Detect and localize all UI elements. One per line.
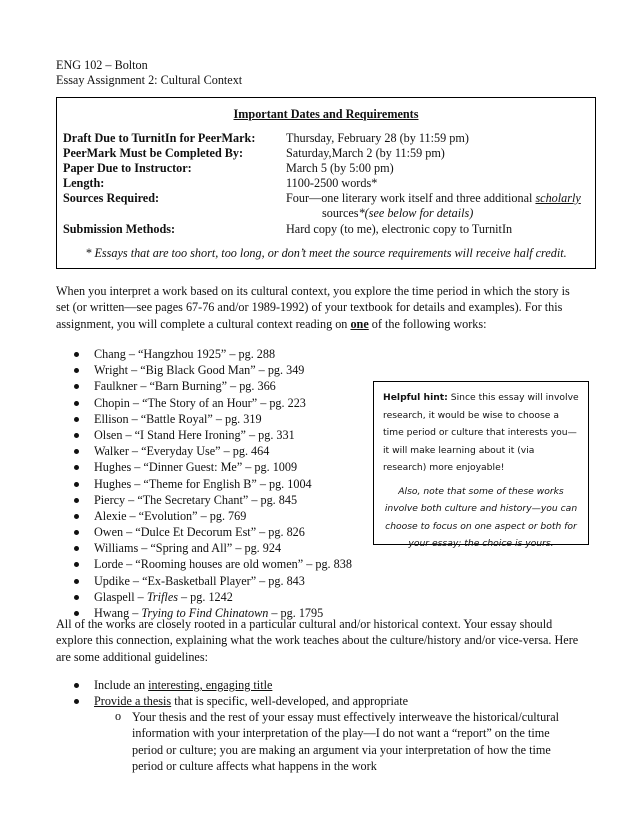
- work-text: Chopin – “The Story of an Hour” – pg. 223: [94, 395, 306, 410]
- intro-text-b: of the following works:: [368, 316, 487, 331]
- list-item: [56, 362, 352, 378]
- list-item: [56, 459, 352, 475]
- peermark-value: Saturday,March 2 (by 11:59 pm): [286, 146, 445, 160]
- list-item: [56, 378, 352, 394]
- work-text: Piercy – “The Secretary Chant” – pg. 845: [94, 492, 298, 507]
- work-page: – pg. 1795: [268, 606, 324, 620]
- work-text: Lorde – “Rooming houses are old women” – pg. 838: [94, 557, 352, 572]
- work-text: Ellison – “Battle Royal” – pg. 319: [94, 411, 262, 426]
- hint-paragraph: [383, 389, 579, 477]
- list-item: [56, 476, 352, 492]
- paper-due-label: Paper Due to Instructor:: [63, 161, 192, 175]
- important-dates-box: [56, 97, 596, 269]
- bullet-icon: [74, 546, 79, 551]
- sources-label: Sources Required:: [63, 191, 160, 205]
- bullet-icon: [74, 530, 79, 535]
- work-text: Hwang –: [94, 606, 142, 620]
- work-text: Owen – “Dulce Et Decorum Est” – pg. 826: [94, 525, 305, 540]
- thesis-sub-guideline: Your thesis and the rest of your essay must effectively interweave the historical/cultural information with your interpretation of the play—I do not want a “report” on the time period or culture; you are making an argument via your interpretation of how the time period or culture affects what happens in the work: [132, 710, 560, 773]
- work-text: Chang – “Hangzhou 1925” – pg. 288: [94, 347, 276, 361]
- work-page: – pg. 1242: [177, 589, 233, 604]
- list-item: [56, 427, 352, 443]
- list-item: [56, 508, 352, 524]
- list-item: [56, 395, 352, 411]
- hint-text: Since this essay will involve research, it would be wise to choose a time period or culture that interests you—it will make learning about it (via research) more enjoyable!: [383, 392, 579, 473]
- submission-label: Submission Methods:: [63, 222, 176, 236]
- list-item: [56, 411, 352, 427]
- intro-text-a: When you interpret a work based on its cultural context, you explore the time period in which the story is set (or written—see pages 67-76 and/or 1989-1992) of your textbook for details and examples). For this assignment, you will complete a cultural context reading on: [56, 284, 570, 331]
- course-line: ENG 102 – Bolton: [56, 58, 148, 72]
- bullet-icon: [74, 562, 79, 567]
- document-header: [56, 58, 242, 88]
- sources-scholarly: scholarly: [535, 191, 581, 205]
- list-item: [56, 492, 352, 508]
- bullet-icon: [74, 514, 79, 519]
- intro-paragraph: [56, 283, 586, 332]
- sources-value-line2: [322, 206, 473, 221]
- length-label: Length:: [63, 176, 105, 190]
- bullet-icon: [74, 449, 79, 454]
- submission-value: Hard copy (to me), electronic copy to TurnitIn: [286, 222, 513, 236]
- bullet-icon: [74, 417, 79, 422]
- work-text: Walker – “Everyday Use” – pg. 464: [94, 444, 270, 459]
- list-item: [56, 573, 352, 589]
- sources-details: *(see below for details): [358, 206, 474, 220]
- bullet-icon: [74, 433, 79, 438]
- work-text: Wright – “Big Black Good Man” – pg. 349: [94, 363, 305, 378]
- list-item: [56, 589, 352, 605]
- context-paragraph: All of the works are closely rooted in a particular cultural and/or historical context. Your essay should explore this connection, explaining what the work teaches about the culture/history and/or vice-versa. Here are some additional guidelines:: [56, 617, 579, 664]
- bullet-icon: [74, 482, 79, 487]
- work-text: Williams – “Spring and All” – pg. 924: [94, 541, 282, 556]
- guideline-title: interesting, engaging title: [148, 678, 273, 692]
- work-title: Trifles: [146, 589, 178, 604]
- works-list: [56, 346, 352, 621]
- bullet-icon: [74, 401, 79, 406]
- list-item: [56, 693, 408, 709]
- peermark-label: PeerMark Must be Completed By:: [63, 146, 244, 160]
- paper-due-value: March 5 (by 5:00 pm): [286, 161, 394, 175]
- guideline-thesis: Provide a thesis: [94, 694, 172, 709]
- work-text: Faulkner – “Barn Burning” – pg. 366: [94, 379, 276, 394]
- bullet-icon: [74, 368, 79, 373]
- length-note: * Essays that are too short, too long, or don’t meet the source requirements will receive half credit.: [85, 246, 567, 260]
- bullet-icon: [74, 699, 79, 704]
- bullet-icon: [74, 352, 79, 357]
- work-text: Hughes – “Dinner Guest: Me” – pg. 1009: [94, 460, 298, 475]
- work-title: Trying to Find Chinatown: [141, 606, 269, 620]
- guideline-title-pre: Include an: [94, 678, 149, 692]
- sources-value-text: Four—one literary work itself and three additional: [286, 191, 536, 205]
- work-text: Hughes – “Theme for English B” – pg. 1004: [94, 476, 312, 491]
- list-item: [56, 346, 352, 362]
- bullet-icon: [74, 683, 79, 688]
- list-item: [56, 540, 352, 556]
- list-item: [56, 524, 352, 540]
- draft-due-value: Thursday, February 28 (by 11:59 pm): [286, 131, 469, 145]
- hint-note: Also, note that some of these works involve both culture and history—you can choose to focus on one aspect or both for your essay; the choice is yours.: [384, 485, 578, 549]
- helpful-hint-box: [373, 381, 589, 549]
- bullet-icon: [74, 465, 79, 470]
- sources-word: sources: [322, 206, 359, 220]
- bullet-icon: [74, 579, 79, 584]
- sources-value: [286, 191, 581, 206]
- intro-one: one: [350, 316, 369, 331]
- hint-label: Helpful hint:: [383, 392, 448, 403]
- dates-box-title: Important Dates and Requirements: [233, 107, 419, 121]
- sub-bullet-marker: o: [115, 709, 122, 723]
- guideline-thesis-post: that is specific, well-developed, and appropriate: [171, 694, 409, 709]
- assignment-line: Essay Assignment 2: Cultural Context: [56, 73, 243, 87]
- draft-due-label: Draft Due to TurnitIn for PeerMark:: [63, 131, 256, 145]
- guidelines-list: [56, 677, 408, 710]
- work-text: Updike – “Ex-Basketball Player” – pg. 843: [94, 573, 305, 588]
- length-value: 1100-2500 words*: [286, 176, 378, 190]
- list-item: [56, 556, 352, 572]
- bullet-icon: [74, 384, 79, 389]
- list-item: [56, 677, 408, 693]
- list-item: [56, 443, 352, 459]
- work-text: Olsen – “I Stand Here Ironing” – pg. 331: [94, 427, 295, 442]
- bullet-icon: [74, 498, 79, 503]
- work-text: Alexie – “Evolution” – pg. 769: [94, 508, 247, 523]
- bullet-icon: [74, 595, 79, 600]
- work-text: Glaspell –: [94, 589, 147, 604]
